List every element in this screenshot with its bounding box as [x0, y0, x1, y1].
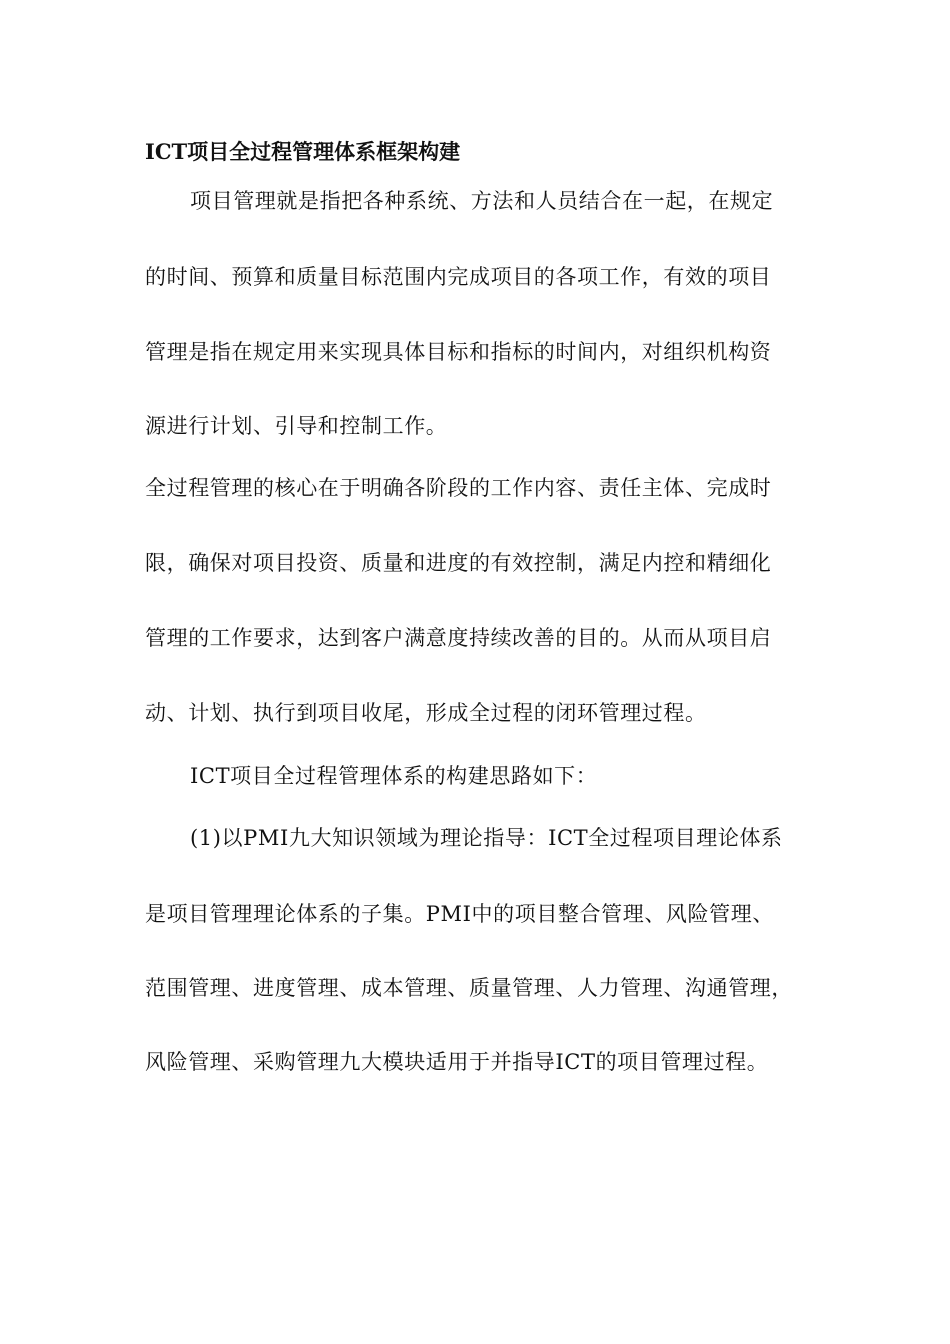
paragraph-line: 管理的工作要求，达到客户满意度持续改善的目的。从而从项目启: [145, 626, 772, 650]
paragraph-line: ICT项目全过程管理体系的构建思路如下：: [190, 764, 598, 788]
paragraph-line: 项目管理就是指把各种系统、方法和人员结合在一起，在规定: [190, 189, 774, 213]
paragraph-line: 动、计划、执行到项目收尾，形成全过程的闭环管理过程。: [145, 701, 707, 725]
paragraph-line: 管理是指在规定用来实现具体目标和指标的时间内，对组织机构资: [145, 340, 772, 364]
paragraph-line: (1)以PMI九大知识领域为理论指导：ICT全过程项目理论体系: [190, 826, 783, 850]
paragraph-line: 的时间、预算和质量目标范围内完成项目的各项工作，有效的项目: [145, 265, 772, 289]
paragraph-line: 范围管理、进度管理、成本管理、质量管理、人力管理、沟通管理，: [145, 976, 793, 1000]
document-title: ICT项目全过程管理体系框架构建: [145, 139, 461, 164]
paragraph-line: 是项目管理理论体系的子集。PMI中的项目整合管理、风险管理、: [145, 902, 774, 926]
paragraph-line: 限，确保对项目投资、质量和进度的有效控制，满足内控和精细化: [145, 551, 772, 575]
paragraph-line: 源进行计划、引导和控制工作。: [145, 414, 448, 438]
paragraph-line: 全过程管理的核心在于明确各阶段的工作内容、责任主体、完成时: [145, 476, 772, 500]
paragraph-line: 风险管理、采购管理九大模块适用于并指导ICT的项目管理过程。: [145, 1050, 769, 1074]
